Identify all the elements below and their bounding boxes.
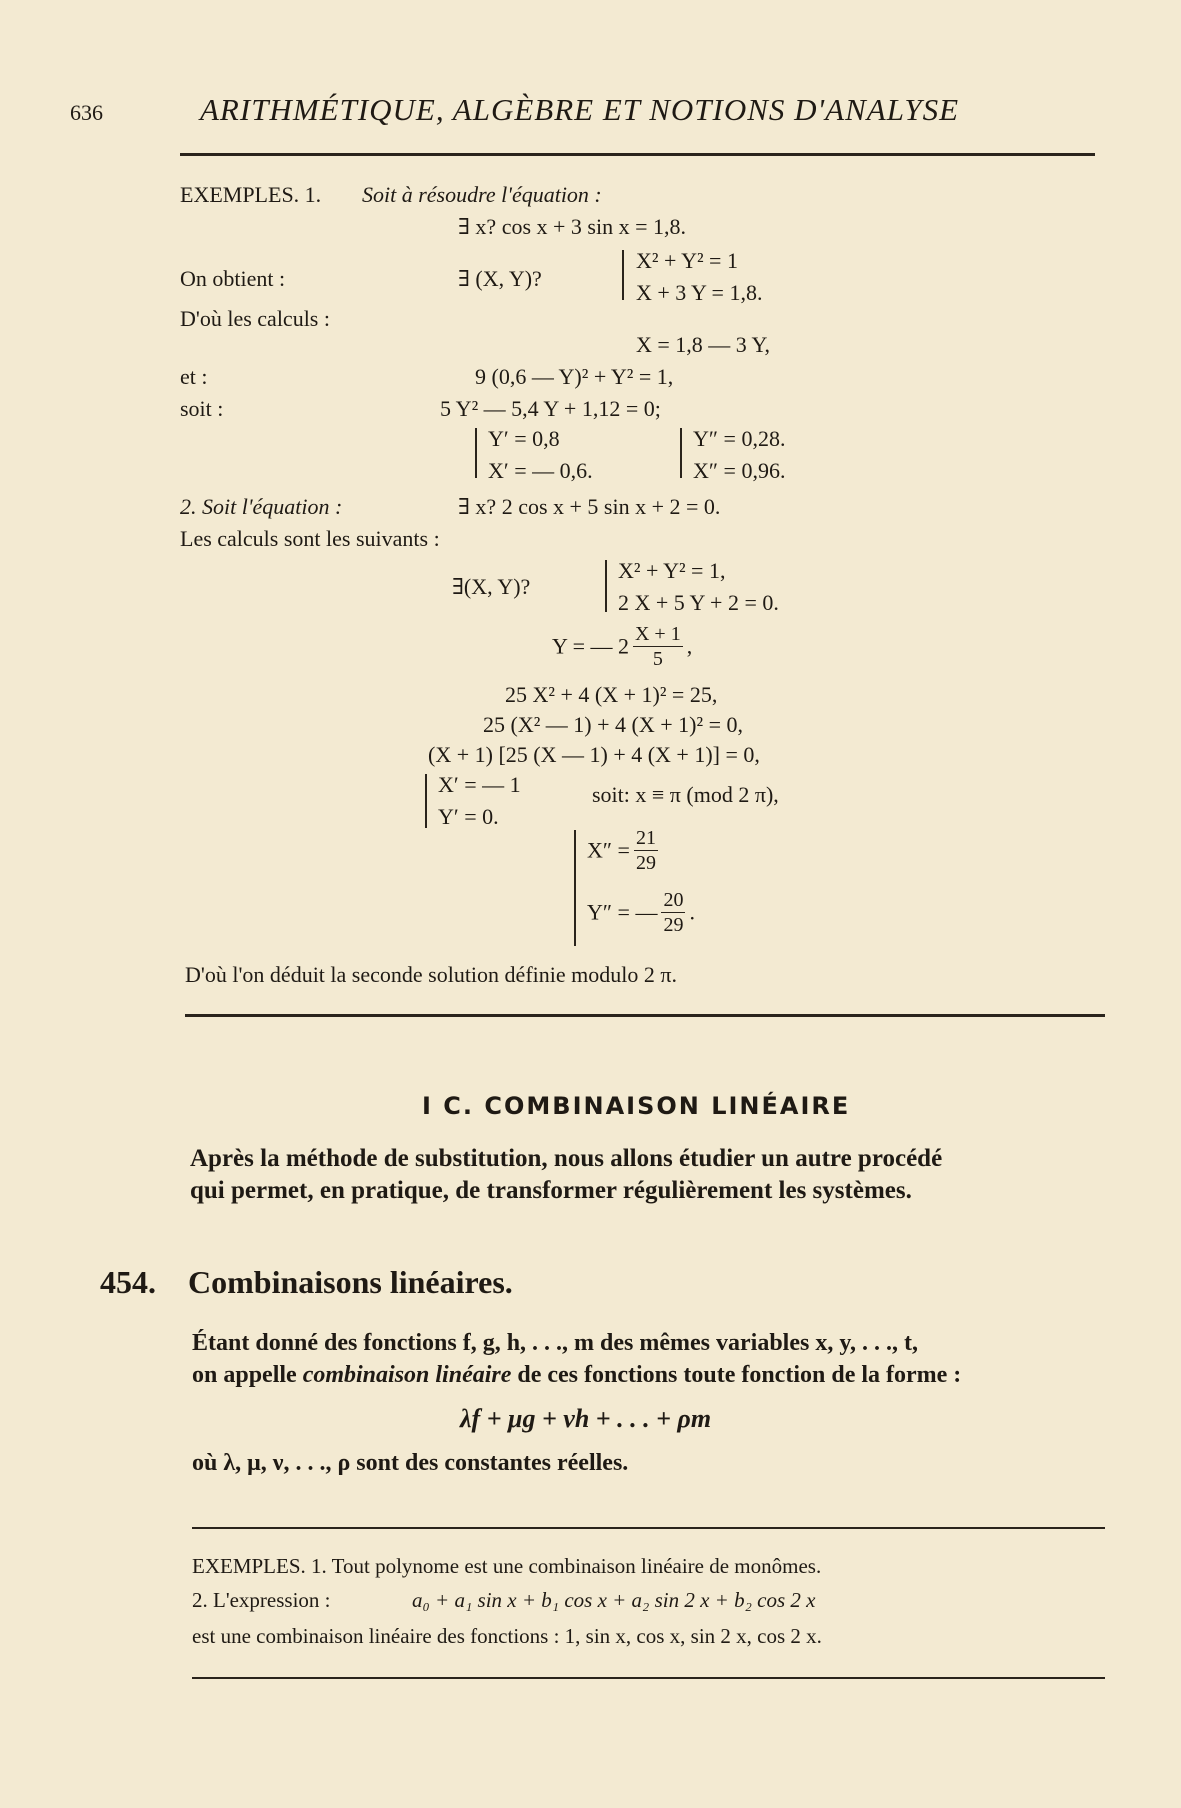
examples-end-rule [185, 1014, 1105, 1017]
section-p1: Après la méthode de substitution, nous allons étudier un autre procédé [190, 1145, 943, 1172]
ex2-y-lhs: Y = — 2 [552, 633, 629, 659]
ex1-calc1: X = 1,8 — 3 Y, [636, 332, 771, 357]
section-p2: qui permet, en pratique, de transformer régulièrement les systèmes. [190, 1177, 912, 1204]
ex2-y-fraction [633, 622, 683, 671]
ex2-line2: 25 (X² — 1) + 4 (X + 1)² = 0, [483, 712, 743, 737]
ex2-sol2-x-lhs: X″ = [587, 837, 630, 863]
examples-top-rule [192, 1527, 1105, 1529]
ex1-calc3: 5 Y² — 5,4 Y + 1,12 = 0; [440, 396, 661, 421]
ex2-system-brace [605, 560, 607, 612]
ex1-root1-x: X′ = — 0,6. [488, 458, 593, 483]
article-term: combinaison linéaire [302, 1362, 512, 1388]
ex1-root1-brace [475, 428, 477, 478]
ex3-line3: est une combinaison linéaire des fonctions : 1, sin x, cos x, sin 2 x, cos 2 x. [192, 1624, 822, 1648]
ex1-root2-x: X″ = 0,96. [693, 458, 786, 483]
ex2-y-numerator: X + 1 [634, 623, 681, 645]
ex1-dou: D'où les calculs : [180, 306, 330, 331]
ex2-sol2-y-denominator: 29 [663, 914, 684, 936]
section-title: I C. COMBINAISON LINÉAIRE [422, 1092, 851, 1120]
article-line2-c: de ces fonctions toute fonction de la forme : [511, 1362, 962, 1388]
ex2-system-eq1: X² + Y² = 1, [618, 558, 726, 583]
ex2-equation: ∃ x? 2 cos x + 5 sin x + 2 = 0. [458, 494, 721, 519]
ex2-calc-intro: Les calculs sont les suivants : [180, 526, 440, 551]
ex2-system-eq2: 2 X + 5 Y + 2 = 0. [618, 590, 779, 615]
article-title: Combinaisons linéaires. [188, 1264, 513, 1300]
section-paragraph-line2 [190, 1177, 912, 1205]
ex1-soit: soit : [180, 396, 224, 421]
ex2-sol2-y-lhs: Y″ = — [587, 899, 658, 925]
ex2-sol1-y: Y′ = 0. [438, 804, 499, 829]
ex2-xy: ∃(X, Y)? [452, 574, 531, 599]
ex1-equation: ∃ x? cos x + 3 sin x = 1,8. [458, 214, 687, 239]
section-paragraph-line1 [190, 1145, 942, 1173]
running-head: ARITHMÉTIQUE, ALGÈBRE ET NOTIONS D'ANALYSE [200, 92, 960, 127]
ex3-expression: a₀ + a₁ sin x + b₁ cos x + a₂ sin 2 x + b₂ cos 2 x [412, 1588, 816, 1612]
ex2-sol1-x: X′ = — 1 [438, 772, 521, 797]
article-line3: où λ, μ, ν, . . ., ρ sont des constantes réelles. [192, 1450, 629, 1476]
ex1-root2-y: Y″ = 0,28. [693, 426, 786, 451]
ex2-sol2-y-numerator: 20 [663, 889, 684, 911]
ex1-intro: Soit à résoudre l'équation : [362, 182, 602, 207]
ex1-root1-y: Y′ = 0,8 [488, 426, 560, 451]
ex2-sol2-x-fraction [634, 826, 658, 875]
ex2-sol2-y-fraction [661, 888, 685, 937]
ex3-line2-label: 2. L'expression : [192, 1588, 331, 1612]
ex2-y-denominator: 5 [652, 648, 663, 670]
ex1-system-brace [622, 250, 624, 300]
ex1-system-eq1: X² + Y² = 1 [636, 248, 738, 273]
ex2-sol2-x-denominator: 29 [635, 852, 656, 874]
ex1-label: EXEMPLES. 1. [180, 182, 322, 207]
ex2-line3: (X + 1) [25 (X — 1) + 4 (X + 1)] = 0, [428, 742, 760, 767]
ex1-obtient: On obtient : [180, 266, 286, 291]
ex2-line1: 25 X² + 4 (X + 1)² = 25, [505, 682, 718, 707]
ex2-sol2-y-tail: . [689, 899, 695, 925]
ex2-sol2-x-numerator: 21 [635, 827, 656, 849]
page-number: 636 [70, 100, 103, 125]
bottom-rule [192, 1677, 1105, 1679]
article-line2 [192, 1362, 961, 1389]
header-rule [180, 153, 1095, 156]
ex3-line1: EXEMPLES. 1. Tout polynome est une combinaison linéaire de monômes. [192, 1554, 822, 1578]
ex2-sol2-x [587, 826, 662, 875]
ex1-system-eq2: X + 3 Y = 1,8. [636, 280, 763, 305]
ex2-conclusion: D'où l'on déduit la seconde solution définie modulo 2 π. [185, 962, 677, 987]
ex2-sol2-brace [574, 830, 576, 946]
article-number: 454. [100, 1264, 156, 1300]
ex1-calc2: 9 (0,6 — Y)² + Y² = 1, [475, 364, 674, 389]
ex2-sol1-brace [425, 774, 427, 828]
article-line2-a: on appelle [192, 1362, 303, 1388]
ex1-xy: ∃ (X, Y)? [458, 266, 542, 291]
ex2-sol2-y [587, 888, 695, 937]
ex1-et: et : [180, 364, 208, 389]
ex2-y-expression [552, 622, 692, 671]
ex2-sol1-soit: soit: x ≡ π (mod 2 π), [592, 782, 779, 807]
article-formula: λf + μg + νh + . . . + ρm [460, 1404, 712, 1433]
ex2-label: 2. Soit l'équation : [180, 494, 343, 519]
ex1-root2-brace [680, 428, 682, 478]
article-line1: Étant donné des fonctions f, g, h, . . ., m des mêmes variables x, y, . . ., t, [192, 1330, 919, 1356]
ex2-y-tail: , [686, 633, 693, 659]
